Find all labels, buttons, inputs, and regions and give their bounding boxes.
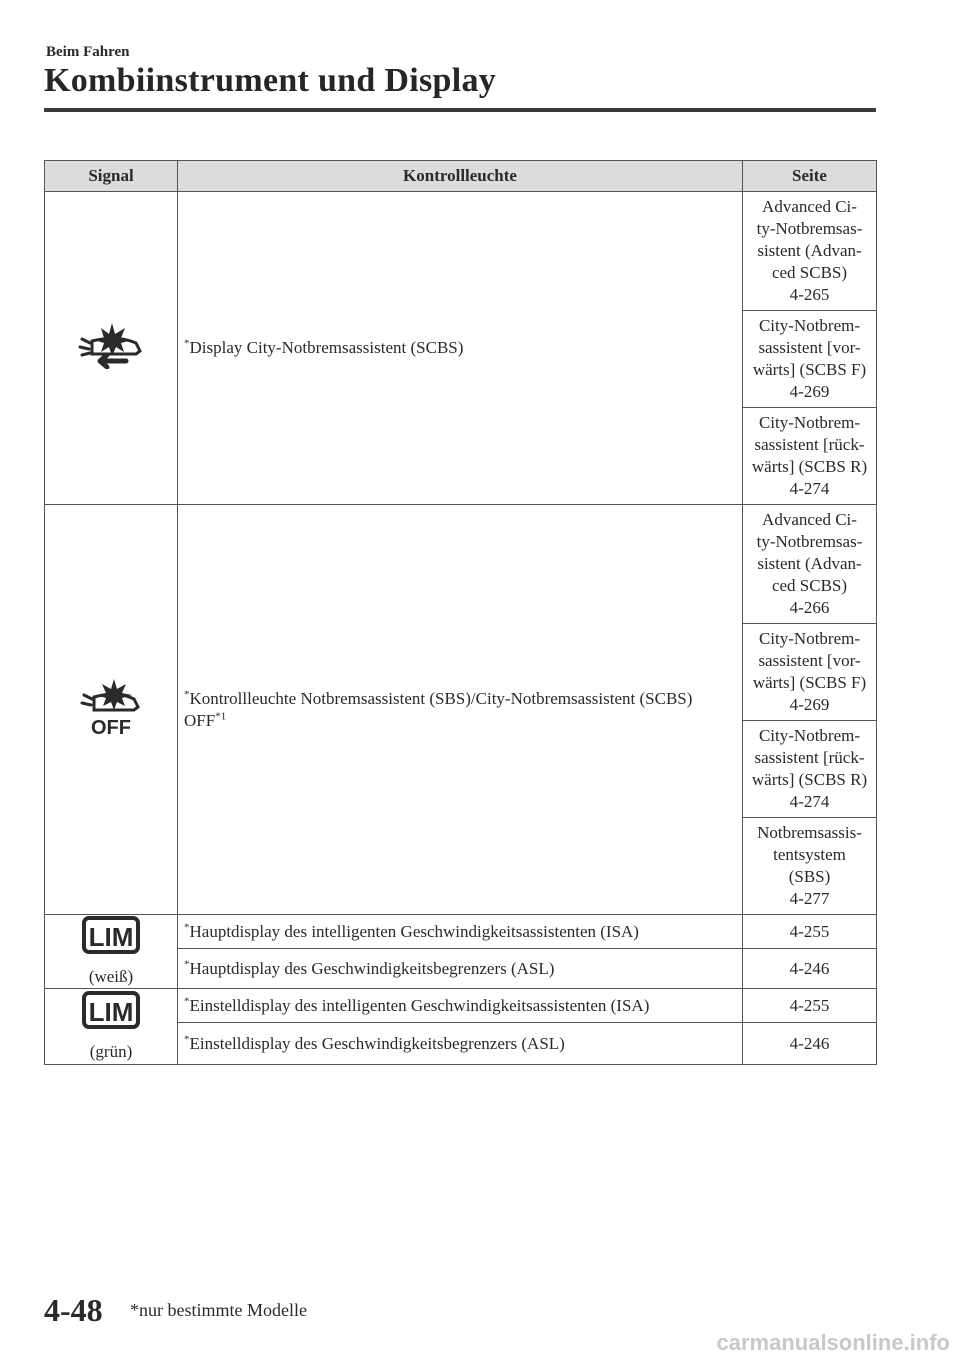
description-cell bbox=[178, 1023, 743, 1065]
icon-caption: (weiß) bbox=[88, 966, 134, 986]
page-ref-text: Advanced Ci- ty-Notbremsas- sistent (Advan- ced SCBS) bbox=[756, 197, 863, 282]
table-row bbox=[45, 989, 877, 1023]
page-ref-cell bbox=[743, 624, 877, 721]
signal-cell bbox=[45, 915, 178, 989]
col-header-page: Seite bbox=[743, 161, 877, 192]
description-text: Hauptdisplay des Geschwindigkeitsbegrenzers (ASL) bbox=[189, 958, 555, 978]
footnote-star: * bbox=[184, 687, 190, 700]
page-ref-number: 4-255 bbox=[789, 921, 830, 941]
page-ref-cell bbox=[743, 192, 877, 311]
page-ref-number: 4-265 bbox=[789, 285, 830, 304]
description-text: Hauptdisplay des intelligenten Geschwindigkeitsassistenten (ISA) bbox=[189, 921, 639, 941]
page-ref-text: City-Notbrem- sassistent [rück- wärts] (SCBS R) bbox=[751, 413, 868, 476]
footnote-note: *nur bestimmte Modelle bbox=[130, 1300, 307, 1320]
col-header-light: Kontrollleuchte bbox=[178, 161, 743, 192]
description-text: Kontrollleuchte Notbremsassistent (SBS)/City-Notbremsassistent (SCBS) OFF bbox=[184, 688, 693, 730]
signal-cell bbox=[45, 192, 178, 505]
page-ref-text: City-Notbrem- sassistent [vor- wärts] (SCBS F) bbox=[752, 316, 867, 379]
footnote-ref: *1 bbox=[215, 709, 227, 722]
page-ref-cell bbox=[743, 949, 877, 989]
page-ref-cell bbox=[743, 818, 877, 915]
icon-caption: (grün) bbox=[89, 1041, 133, 1061]
page-ref-text: Notbremsassis- tentsystem (SBS) bbox=[757, 823, 862, 886]
description-cell bbox=[178, 192, 743, 505]
lim-label: LIM bbox=[88, 996, 134, 1027]
footnote-star: * bbox=[184, 920, 190, 933]
scbs-off-icon bbox=[80, 677, 142, 737]
footnote-star: * bbox=[184, 1032, 190, 1045]
page-ref-cell bbox=[743, 915, 877, 949]
page-ref-number: 4-246 bbox=[789, 1033, 830, 1053]
lim-label: LIM bbox=[88, 921, 134, 952]
page-ref-number: 4-274 bbox=[789, 792, 830, 811]
description-cell bbox=[178, 989, 743, 1023]
signal-table bbox=[44, 160, 877, 1065]
page-title: Kombiinstrument und Display bbox=[44, 62, 497, 99]
signal-cell bbox=[45, 989, 178, 1065]
description-cell bbox=[178, 949, 743, 989]
section-label: Beim Fahren bbox=[46, 44, 130, 60]
page-ref-cell bbox=[743, 721, 877, 818]
table-header-row bbox=[45, 161, 877, 192]
page-ref-cell bbox=[743, 311, 877, 408]
watermark: carmanualsonline.info bbox=[716, 1330, 950, 1355]
off-label: OFF bbox=[91, 716, 131, 737]
table-row bbox=[45, 192, 877, 311]
page-number: 4-48 bbox=[44, 1292, 103, 1328]
col-header-signal: Signal bbox=[45, 161, 178, 192]
page-ref-cell bbox=[743, 408, 877, 505]
page-ref-cell bbox=[743, 505, 877, 624]
scbs-car-warning-icon bbox=[78, 321, 144, 369]
page-ref-text: City-Notbrem- sassistent [vor- wärts] (SCBS F) bbox=[752, 629, 867, 692]
table-row bbox=[45, 915, 877, 949]
table-row bbox=[45, 505, 877, 624]
page-ref-number: 4-274 bbox=[789, 479, 830, 498]
page-ref-number: 4-266 bbox=[789, 598, 830, 617]
footnote-star: * bbox=[184, 337, 190, 350]
footnote-star: * bbox=[184, 957, 190, 970]
page-ref-number: 4-269 bbox=[789, 695, 830, 714]
page-ref-number: 4-277 bbox=[789, 889, 830, 908]
description-text: Einstelldisplay des intelligenten Geschwindigkeitsassistenten (ISA) bbox=[189, 995, 650, 1015]
description-cell bbox=[178, 505, 743, 915]
lim-icon bbox=[82, 916, 140, 954]
page-ref-cell bbox=[743, 1023, 877, 1065]
page-ref-text: Advanced Ci- ty-Notbremsas- sistent (Advan- ced SCBS) bbox=[756, 510, 863, 595]
description-text: Display City-Notbremsassistent (SCBS) bbox=[189, 338, 464, 357]
title-rule bbox=[44, 108, 876, 112]
description-cell bbox=[178, 915, 743, 949]
page-ref-text: City-Notbrem- sassistent [rück- wärts] (SCBS R) bbox=[751, 726, 868, 789]
signal-cell bbox=[45, 505, 178, 915]
page-ref-number: 4-255 bbox=[789, 995, 830, 1015]
lim-icon bbox=[82, 991, 140, 1029]
page-ref-number: 4-269 bbox=[789, 382, 830, 401]
footnote-star: * bbox=[184, 994, 190, 1007]
page-ref-number: 4-246 bbox=[789, 958, 830, 978]
page-ref-cell bbox=[743, 989, 877, 1023]
description-text: Einstelldisplay des Geschwindigkeitsbegrenzers (ASL) bbox=[189, 1033, 565, 1053]
